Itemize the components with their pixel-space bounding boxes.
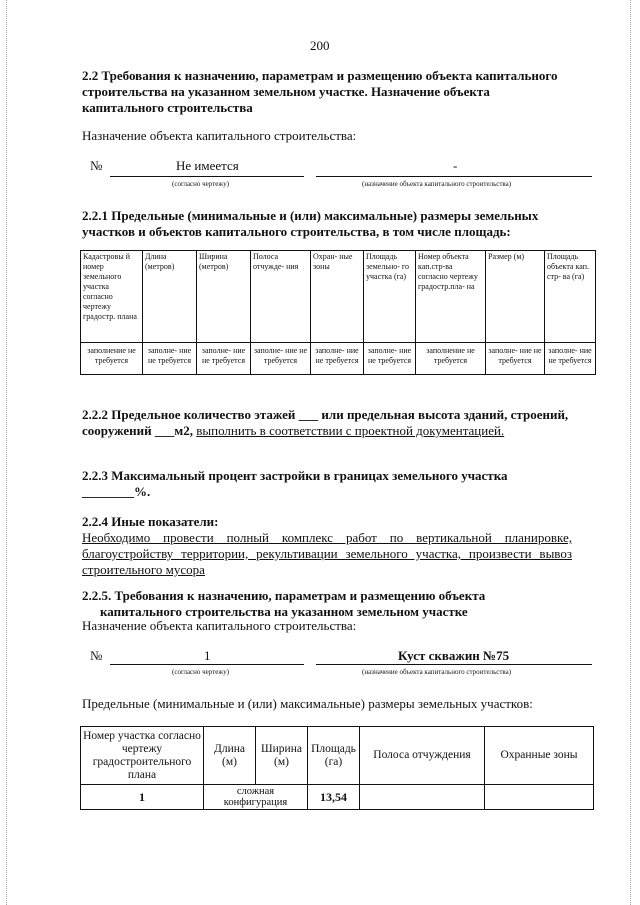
- limits-table: [80, 726, 594, 810]
- header-object-number: Номер объекта кап.стр-ва согласно чертежу градостр.пла- на: [416, 251, 486, 343]
- limits-header-area: Площадь (га): [308, 727, 360, 785]
- dimensions-table: [80, 250, 596, 375]
- table-cell: заполне- ние не требуется: [545, 343, 596, 375]
- number-line: [110, 176, 304, 177]
- header-width: Ширина (метров): [197, 251, 251, 343]
- table-cell: заполнение не требуется: [81, 343, 143, 375]
- purpose-line-2: [316, 664, 592, 665]
- limits-header-number: Номер участка согласно чертежу градостроительного плана: [81, 727, 204, 785]
- header-strip: Полоса отчужде- ния: [251, 251, 311, 343]
- design-docs-note: выполнить в соответствии с проектной документацией.: [196, 423, 505, 438]
- section-2-2-3: 2.2.3 Максимальный процент застройки в границах земельного участка ________%.: [82, 468, 508, 499]
- table-cell: заполне- ние не требуется: [486, 343, 545, 375]
- section-2-2-5-heading: 2.2.5. Требования к назначению, параметрам и размещению объекта капитального строительства на указанном земельном участке: [82, 588, 486, 619]
- header-area: Площадь земельно- го участка (га): [364, 251, 416, 343]
- limits-header-strip: Полоса отчуждения: [360, 727, 485, 785]
- no-sign: №: [90, 158, 103, 173]
- header-object-area: Площадь объекта кап. стр- ва (га): [545, 251, 596, 343]
- table-cell: заполне- ние не требуется: [311, 343, 364, 375]
- section-2-2-4-heading: 2.2.4 Иные показатели:: [82, 514, 219, 529]
- header-zones: Охран- ные зоны: [311, 251, 364, 343]
- limits-row-number: 1: [81, 785, 204, 810]
- section-2-2-purpose-label: Назначение объекта капитального строительства:: [82, 128, 357, 143]
- section-2-2-2: 2.2.2 Предельное количество этажей ___ или предельная высота зданий, строений, сооружений ___м2, выполнить в соответствии с проектной документацией.: [82, 407, 569, 438]
- object-purpose-value-2: Куст скважин №75: [398, 648, 510, 663]
- limits-label: Предельные (минимальные и (или) максимальные) размеры земельных участков:: [82, 696, 533, 711]
- caption-right-2: (назначение объекта капитального строительства): [362, 668, 512, 676]
- caption-left: (согласно чертежу): [172, 180, 230, 188]
- section-2-2-heading: 2.2 Требования к назначению, параметрам и размещению объекта капитального строительства на указанном земельном участке. Назначение объекта капитального строительства: [82, 68, 558, 115]
- header-cadastral: Кадастровы й номер земельного участка согласно чертежу градостр. плана: [81, 251, 143, 343]
- section-2-2-4-text: Необходимо провести полный комплекс работ по вертикальной планировке, благоустройству территории, рекультивации земельного участка, произвести вывоз строительного мусора: [82, 530, 572, 577]
- header-length: Длина (метров): [143, 251, 197, 343]
- object-purpose-value: -: [453, 158, 458, 173]
- limits-header-width: Ширина (м): [256, 727, 308, 785]
- limits-row-dims: сложная конфигурация: [204, 785, 308, 810]
- limits-header-zones: Охранные зоны: [485, 727, 594, 785]
- section-2-2-1-heading: 2.2.1 Предельные (минимальные и (или) максимальные) размеры земельных участков и объектов капитального строительства, в том числе площадь:: [82, 208, 539, 239]
- limits-row-area: 13,54: [308, 785, 360, 810]
- section-2-2-5-purpose-label: Назначение объекта капитального строительства:: [82, 618, 357, 633]
- object-number-value-2: 1: [204, 648, 211, 663]
- caption-right: (назначение объекта капитального строительства): [362, 180, 512, 188]
- limits-row-strip: [360, 785, 485, 810]
- table-cell: заполне- ние не требуется: [197, 343, 251, 375]
- table-cell: заполне- ние не требуется: [364, 343, 416, 375]
- scan-right-edge: [630, 0, 631, 905]
- page-number: 200: [310, 38, 330, 53]
- caption-left-2: (согласно чертежу): [172, 668, 230, 676]
- no-sign-2: №: [90, 648, 103, 663]
- object-number-value: Не имеется: [176, 158, 239, 173]
- purpose-line: [316, 176, 592, 177]
- limits-header-length: Длина (м): [204, 727, 256, 785]
- table-cell: заполнение не требуется: [416, 343, 486, 375]
- scan-left-edge: [6, 0, 7, 905]
- number-line-2: [110, 664, 304, 665]
- header-size: Размер (м): [486, 251, 545, 343]
- limits-row-zones: [485, 785, 594, 810]
- table-cell: заполне- ние не требуется: [251, 343, 311, 375]
- table-cell: заполне- ние не требуется: [143, 343, 197, 375]
